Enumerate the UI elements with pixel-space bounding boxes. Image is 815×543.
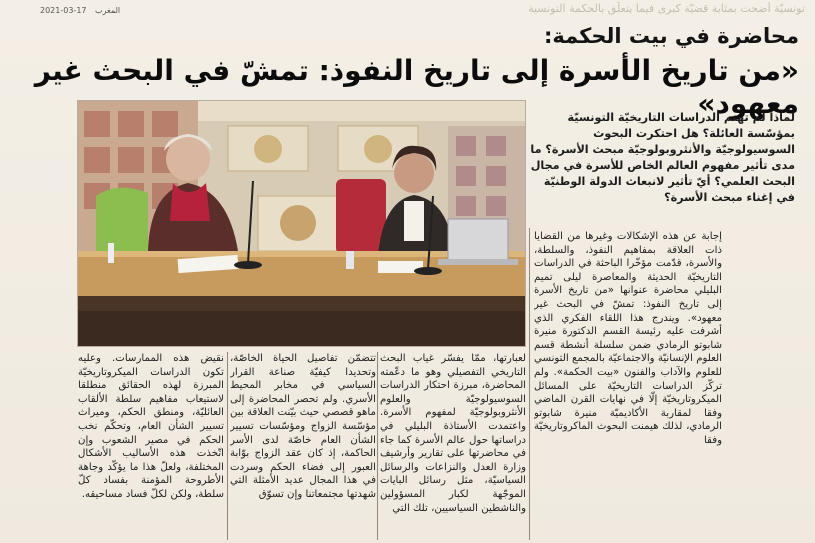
article-kicker: محاضرة في بيت الحكمة: [543,24,799,48]
column-divider [227,352,228,540]
article-column-3 [230,352,376,540]
bleed-through-text: تونسيّة أضحت بمثابة قضيّة كبرى فيما يتعلّق بالحكمة التونسية [528,2,805,15]
column-divider [377,352,378,540]
article-headline: «من تاريخ الأسرة إلى تاريخ النفوذ: تمشّ في البحث غير معهود» [34,54,799,120]
publication-date: 2021-03-17 [40,6,87,15]
column-divider [529,228,530,540]
column-1-text: إجابة عن هذه الإشكالات وغيرها من القضايا ذات العلاقة بمفاهيم النفوذ، والسلطة، والأسرة، قدّمت مؤخّرا الباحثة في الدراسات التاريخيّة الحديثة والمعاصرة ليلى تميم البليلي محاضرة عنوانها «من تاريخ الأسرة إلى تاريخ النفوذ: تمشّ في البحث غير معهود». ويندرج هذا اللقاء الفكري الذي أشرفت عليه رئيسة القسم الدكتورة منيرة شابوتو الرمادي ضمن سلسلة أنشطة قسم العلوم الإنسانيّة والاجتماعيّة بالمجمع التونسي للعلوم والآداب والفنون «بيت الحكمة». ولم تركّز الدراسات التاريخيّة على المسائل الميكروتاريخيّة إلّا في نهايات القرن الماضي وفقا لمقاربة الأكاديميّة منيرة شابوتو الرمادي، لذلك هيمنت البحوث الماكروتاريخيّة وفقا [534,231,722,446]
page-header-meta [40,6,126,15]
publication-name: المغرب [95,6,121,15]
article-column-2 [380,352,526,540]
article-photo [77,100,526,347]
column-4-text: نقيض هذه الممارسات. وعليه تكون الدراسات الميكروتاريخيّة المبرزة لهذه الحقائق منطلقا لاستيعاب مفاهيم سلطة الألقاب العائليّة، ومنطق الحكم، وميراث تسيير الشأن العام، وتحكّم نخب الحكم في مصير الشعوب وإن اتّخذت هذه الأساليب الأشكال المختلفة، ولعلّ هذا ما يؤكّد وجاهة الأطروحة المؤمنة بفساد كلّ سلطة، ولكن لكلّ فساد مساحيقه. [78,353,224,500]
article-intro: لماذا لم تهتم الدراسات التاريخيّة التونسيّة بمؤسّسة العائلة؟ هل احتكرت البحوث السوسيولوجيّة والأنثروبولوجيّة مبحث الأسرة؟ ما مدى تأثير مفهوم العالم الخاص للأسرة في مجال البحث العلمي؟ أيّ تأثير لانبعاث الدولة الوطنيّة في إغناء مبحث الأسرة؟ [530,111,795,204]
photo-illustration [78,101,525,346]
column-3-text: تتضمّن تفاصيل الحياة الخاصّة، وتحديدا كيفيّة صناعة القرار السياسي في مخابر المحيط الأسري. ولم تحصر المحاضرة إلى ماهو قصصي حيث بيّنت العلاقة بين مؤسّسة الزواج ومؤسّسات تسيير الشأن العام خاصّة لدى الأسر الحاكمة، إذ كان عقد الزواج بوّابة العبور إلى فضاء الحكم وسردت في هذا المجال عديد الأمثلة التي شهدتها مجتمعاتنا وإن تسوّق [230,353,376,500]
article-column-4 [78,352,224,540]
column-2-text: لعبارتها، ممّا يفسّر غياب البحث التاريخي التفصيلي وهو ما دعّمته المحاضرة، مبرزة احتكار الدراسات السوسيولوجيّة والعلوم الأنثروبولوجيّة لمفهوم الأسرة. واعتمدت الأستاذة البليلي في دراساتها حول عالم الأسرة كما جاء في محاضرتها على تقارير وأرشيف وزارة العدل والنزاعات والرسائل السياسيّة، مثل رسائل البايات الموجّهة لكبار المسؤولين والناشطين السياسيين، تلك التي [380,353,526,514]
article-column-1 [534,230,722,540]
